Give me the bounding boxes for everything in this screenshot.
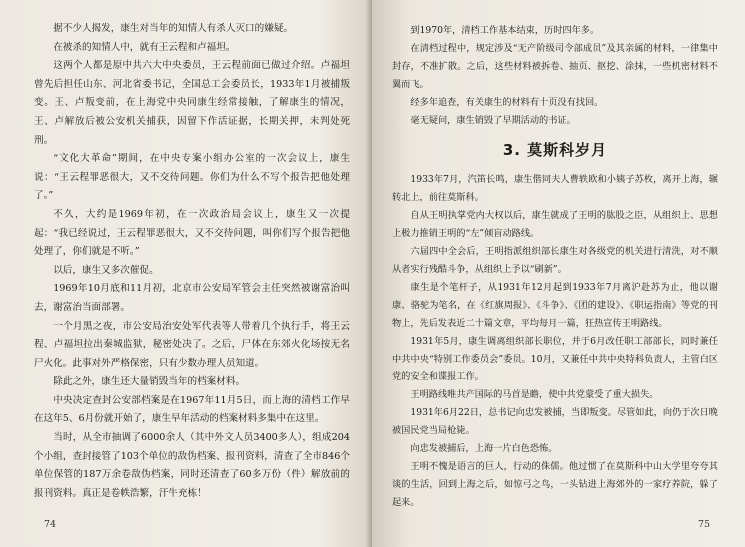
paragraph: 王明不愧是语言的巨人，行动的侏儒。他过惯了在莫斯科中山大学里夸夸其谈的生活，回到上海之后，如惊弓之鸟，一头钻进上海郊外的一家疗养院，躲了起来。: [392, 460, 718, 508]
paragraph: 一个月黑之夜，市公安局治安处军代表等人带着几个执行手，将王云程、卢福坦拉出秦城监狱，秘密处决了。之后，尸体在东郊火化场按无名尸火化。此事对外严格保密，只有少数办理人员知道。: [34, 320, 350, 369]
paragraph: 1933年7月，汽笛长鸣，康生偕同夫人曹轶欧和小姨子苏枚，离开上海，辗转北上，前往莫斯科。: [392, 174, 718, 204]
paragraph: 向忠发被捕后，上海一片白色恐怖。: [410, 443, 558, 455]
paragraph: 毫无疑问，康生销毁了早期活动的书证。: [410, 114, 576, 126]
section-heading: 3. 莫斯科岁月: [502, 141, 608, 160]
paragraph: 在清档过程中，规定涉及“无产阶级司令部成员”及其亲属的材料，一律集中封存，不准扩散。之后，这些材料被拆卷、抽页、抠挖、涂抹，一些机密材料不翼而飞。: [392, 42, 718, 90]
paragraph: 1931年6月22日，总书记向忠发被捕，当即叛变。尽管如此，向仍于次日晚被国民党当局枪毙。: [392, 407, 718, 437]
paragraph: 1969年10月底和11月初，北京市公安局军管会主任突然被谢富治叫去，谢富治当面部署。: [34, 283, 350, 313]
left-page-text: [34, 20, 350, 503]
page-number-left: 74: [44, 519, 57, 530]
paragraph: 经多年追查，有关康生的材料有十页没有找回。: [410, 96, 604, 108]
paragraph: 1931年5月，康生调离组织部长职位，并于6月改任职工部部长，同时兼任中共中央“特别工作委员会”委员。10月，又兼任中共中央特科负责人，主管白区党的安全和谍报工作。: [392, 335, 718, 383]
paragraph: 中央决定查封公安部档案是在1967年11月5日，而上海的清档工作早在这年5、6月份就开始了，康生早年活动的档案材料多集中在这里。: [34, 394, 350, 425]
right-page-text: [392, 22, 718, 512]
page-number-right: 75: [698, 519, 711, 530]
paragraph: 在被杀的知情人中，就有王云程和卢福坦。: [53, 41, 236, 53]
paragraph: 当时，从全市抽调了6000余人（其中外文人员3400多人），组成204个小组，查封接管了103个单位的敌伪档案、报刊资料，清查了全市846个单位保管的187万余卷敌伪档案，同时还清查了60多万份（件）解放前的报刊资料。真正是卷帙浩繁，汗牛充栋！: [34, 432, 350, 499]
paragraph: 王明路线唯共产国际的马首是瞻，使中共党蒙受了重大损失。: [410, 389, 659, 401]
paragraph: 以后，康生又多次催促。: [53, 264, 159, 276]
paragraph: “文化大革命”期间，在中央专案小组办公室的一次会议上，康生说：“王云程罪恶很大，又不交待问题。你们为什么不写个报告把他处理了。”: [34, 153, 350, 202]
paragraph: 这两个人都是原中共六大中央委员，王云程前面已做过介绍。卢福坦曾先后担任山东、河北省委书记，全国总工会委员长，1933年1月被捕叛变。王、卢叛变前，在上海党中央同康生经常接触，了解康生的情况，王、卢解放后被公安机关捕获，因留下作活证据，长期关押，未判处死刑。: [34, 60, 350, 146]
paragraph: 自从王明执掌党内大权以后，康生就成了王明的肱股之臣，从组织上、思想上极力推销王明的“左”倾盲动路线。: [392, 210, 718, 240]
paragraph: 到1970年，清档工作基本结束，历时四年多。: [410, 25, 600, 36]
paragraph: 据不少人揭发，康生对当年的知情人有杀人灭口的嫌疑。: [53, 23, 294, 34]
paragraph: 六届四中全会后，王明指派组织部长康生对各级党的机关进行清洗，对不顺从者实行残酷斗争，从组织上予以“刷新”。: [392, 246, 718, 275]
paragraph: 除此之外，康生还大量销毁当年的档案材料。: [53, 376, 246, 388]
paragraph: 康生是个笔杆子，从1931年12月起到1933年7月离沪赴苏为止，他以谢康、骆驼为笔名，在《红旗周报》、《斗争》、《团的建设》、《职运指南》等党的刊物上，先后发表近二十篇文章，平均每月一篇，狂热宣传王明路线。: [392, 281, 718, 329]
paragraph: 不久，大约是1969年初，在一次政治局会议上，康生又一次提起：“我已经说过，王云程罪恶很大，又不交待问题，叫你们写个报告把他处理了，你们就是不听。”: [34, 208, 350, 258]
right-page: [372, 0, 745, 547]
left-page: [0, 0, 372, 547]
